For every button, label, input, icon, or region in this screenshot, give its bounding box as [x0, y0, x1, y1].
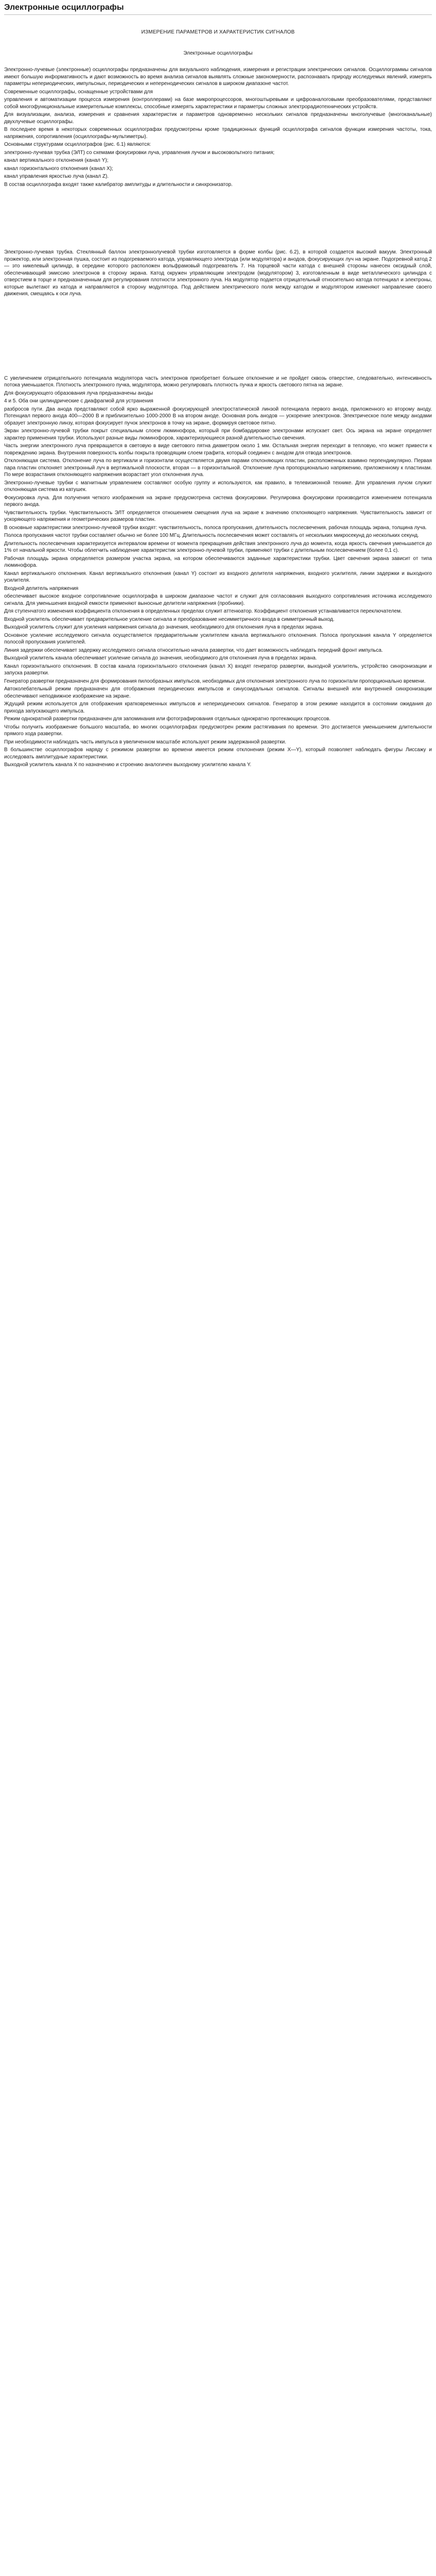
paragraph: Канал вертикального отклонения. Канал вертикального отклонения (канал Y) состоит из входного делителя напряжения, входного усилителя, линии задержки и выходного усилителя.	[4, 570, 432, 583]
paragraph: Канал горизонтального отклонения. В состав канала горизонтального отклонения (канал X) входят генератор развертки, выходной усилитель, устройство синхронизации и запуска развертки.	[4, 663, 432, 676]
paragraph: В последнее время в некоторых современных осциллографах предусмотрены кроме традиционных функций осциллографа сигналов функции измерения частоты, тока, напряжения, сопротивления (осциллографы-мультиметры).	[4, 127, 432, 140]
figure-placeholder	[4, 299, 432, 375]
paragraph: Входной усилитель обеспечивает предварительное усиление сигнала и преобразование несимметричного входа в симметричный выход.	[4, 616, 335, 622]
paragraph: обеспечивает высокое входное сопротивление осциллографа в широком диапазоне частот и служит для согласования выходного сопротивления источника исследуемого сигнала. Для уменьшения входной емкости применяют выносные делители напряжения (пробники).	[4, 594, 432, 606]
paragraph: Выходной усилитель канала X по назначению и строению аналогичен выходному усилителю канала Y.	[4, 762, 252, 768]
paragraph: канал горизонтального отклонения (канал X);	[4, 165, 113, 172]
paragraph: При необходимости наблюдать часть импульса в увеличенном масштабе используют режим задержанной развертки.	[4, 739, 286, 745]
paragraph: В основные характеристики электронно-лучевой трубки входят: чувствительность, полоса пропускания, длительность послесвечения, рабочая площадь экрана, толщина луча.	[4, 524, 427, 531]
text-block-intro	[4, 66, 432, 188]
paragraph: Экран электронно-лучевой трубки покрыт специальным слоем люминофора, который при бомбардировке электронами испускает свет. Ось экрана на экране определяет характер применения трубки. Используют разные виды люминофоров, характеризующиеся разной длительностью свечения.	[4, 428, 432, 441]
paragraph: Режим однократной развертки предназначен для запоминания или фотографирования отдельных однократно протекающих процессов.	[4, 716, 331, 722]
paragraph: В состав осциллографа входят также калибратор амплитуды и длительности и синхронизатор.	[4, 181, 233, 188]
paragraph: Ждущий режим используется для отображения кратковременных импульсов и непериодических сигналов. Генератор в этом режиме находится в состоянии ожидания до прихода запускающего импульса.	[4, 701, 432, 714]
document-subtitle: ИЗМЕРЕНИЕ ПАРАМЕТРОВ И ХАРАКТЕРИСТИК СИГНАЛОВ	[141, 29, 295, 35]
paragraph: Рабочая площадь экрана определяется размером участка экрана, на котором обеспечиваются заданные характеристики трубки. Цвет свечения экрана зависит от типа люминофора.	[4, 555, 432, 568]
section-title: Электронные осциллографы	[183, 50, 253, 56]
paragraph: Для ступенчатого изменения коэффициента отклонения в определенных пределах служит аттенюатор. Коэффициент отклонения устанавливается переключателем.	[4, 608, 402, 614]
paragraph: Для визуализации, анализа, измерения и сравнения характеристик и параметров одновременно нескольких сигналов предназначены многолучевые (многоканальные) двухлучевые осциллографы.	[4, 112, 432, 125]
paragraph: Полоса пропускания частот трубки составляет обычно не более 100 МГц. Длительность послесвечения может составлять от нескольких микросекунд до нескольких секунд.	[4, 533, 419, 538]
paragraph: Основное усиление исследуемого сигнала осуществляется предварительным усилителем канала вертикального отклонения. Полоса пропускания канала Y определяется полосой пропускания усилителей.	[4, 632, 432, 645]
paragraph: канал вертикального отклонения (канал Y);	[4, 158, 109, 163]
paragraph: Электронно-лучевые (электронные) осциллографы предназначены для визуального наблюдения, измерения и регистрации электрических сигналов. Осциллограммы сигналов имеют большую информативность и дают возможность во время анализа сигналов выявлять сложные закономерности, распознавать природу исследуемых явлений, измерять параметры непериодических, импульсных, периодических и неперенодических сигналов в широком диапазоне частот.	[4, 67, 432, 87]
paragraph: В большинстве осциллографов наряду с режимом развертки во времени имеется режим отклонения (режим X—Y), который позволяет наблюдать фигуры Лиссажу и исследовать амплитудные характеристики.	[4, 747, 432, 760]
paragraph: Чтобы получить изображение большого масштаба, во многих осциллографах предусмотрен режим растягивания по времени. Это достигается уменьшением длительности прямого хода развертки.	[4, 724, 432, 737]
paragraph: Линия задержки обеспечивает задержку исследуемого сигнала относительно начала развертки, что дает возможность наблюдать передний фронт импульса.	[4, 647, 383, 653]
paragraph: Отклоняющая система. Отклонение луча по вертикали и горизонтали осуществляется двумя парами отклоняющих пластин, расположенных взаимно перпендикулярно. Первая пара пластин отклоняет электронный луч в вертикальной плоскости, вторая — в горизонтальной. Отклонение луча пропорционально напряжению, приложенному к пластинам. По мере возрастания отклоняющего напряжения возрастает угол отклонения луча.	[4, 458, 432, 478]
paragraph: Автоколебательный режим предназначен для отображения периодических импульсов и синусоидальных сигналов. Сигналы внешней или внутренней синхронизации обеспечивают неподвижное изображение на экране.	[4, 686, 432, 699]
text-block-crt	[4, 249, 432, 298]
paragraph: Основными структурами осциллографов (рис. 6.1) являются:	[4, 142, 151, 147]
paragraph: Современные осциллографы, оснащенные устройствами для	[4, 89, 153, 95]
paragraph: электронно-лучевая трубка (ЭЛТ) со схемами фокусировки луча, управления лучом и высоковольтного питания;	[4, 149, 275, 156]
paragraph: Электронно-лучевые трубки с магнитным управлением составляют особую группу и используются, как правило, в телевизионной технике. Для управления лучом служит отклоняющая система из катушек.	[4, 480, 432, 493]
paragraph: Фокусировка луча. Для получения четкого изображения на экране предусмотрена система фокусировки. Регулировка фокусировки производится изменением потенциала первого анода.	[4, 495, 432, 507]
paragraph: Генератор развертки предназначен для формирования пилообразных импульсов, необходимых для отклонения электронного луча по горизонтали пропорционально времени.	[4, 678, 426, 684]
paragraph: Для фокусирующего образования луча предназначены аноды	[4, 390, 153, 396]
text-block-channels	[4, 375, 432, 769]
paragraph: канал управления яркостью луча (канал Z).	[4, 174, 109, 179]
paragraph: Чувствительность трубки. Чувствительность ЭЛТ определяется отношением смещения луча на экране к значению отклоняющего напряжения. Чувствительность зависит от ускоряющего напряжения и геометрических размеров пластин.	[4, 510, 432, 522]
paragraph: Выходной усилитель служит для усиления напряжения сигнала до значения, необходимого для отклонения луча в пределах экрана.	[4, 624, 323, 630]
paragraph: 4 и 5. Оба они цилиндрические с диафрагмой для устранения	[4, 398, 153, 404]
figure-placeholder	[4, 189, 432, 249]
paragraph: Электронно-лучевая трубка. Стеклянный баллон электроннолучевой трубки изготовляется в форме колбы (рис. 6.2), в которой создается высокий вакуум. Электронный прожектор, или электронная пушка, состоит из подогреваемого катода, управляющего электрода (или модулятора) и анодов, фокусирующих луч на экране. Подогревной катод 2 — это никелевый цилиндр, в середине которого расположен вольфрамовый подогреватель 7. На торцевой части катода с внешней стороны нанесен оксидный слой, обеспечивающий эмиссию электронов в сторону экрана. Катод окружен управляющим электродом (модулятором) 3, изготовленным в виде металлического цилиндра с отверстием в торце и предназначенным для регулирования плотности электронного луча. На модулятор подается отрицательный относительно катода потенциал и электроны, которые вылетают из катода и направляются в сторону модулятора. Под действием электрического поля между катодом и модулятором изменяют направление своего движения, смещаясь к оси луча.	[4, 249, 432, 297]
paragraph: Длительность послесвечения характеризуется интервалом времени от момента прекращения действия электронного луча до момента, когда яркость свечения уменьшается до 1% от начальной яркости. Чтобы облегчить наблюдение характеристик электронно-лучевой трубки, применяют трубки с длительным послесвечением (более 0,1 с).	[4, 540, 432, 553]
paragraph: разбросов пути. Два анода представляют собой ярко выраженной фокусирующей электростатической линзой потенциала первого анода, приложенного ко второму аноду. Потенциал первого анода 400—2000 В и приблизительно 1000-2000 В на втором аноде. Основная роль анодов — ускорение электронов. Электрическое поле между анодами образует электронную линзу, которая фокусирует пучок электронов в точку на экране, формируя световое пятно.	[4, 406, 432, 426]
paragraph: Выходной усилитель канала обеспечивает усиление сигнала до значения, необходимого для отклонения луча в пределах экрана.	[4, 655, 317, 661]
paragraph: С увеличением отрицательного потенциала модулятора часть электронов приобретает большее отклонение и не пройдет сквозь отверстие, следовательно, интенсивность потока уменьшается. Плотность электронного пучка, модулятора, можно регулировать плотность пучка и яркость светового пятна на экране.	[4, 375, 432, 388]
paragraph: Входной делитель напряжения	[4, 585, 79, 591]
paragraph: управления и автоматизации процесса измерения (контроллерами) на базе микропроцессоров, многоштыревыми и цифроаналоговыми преобразователями, представляют собой многофункциональные измерительные комплексы, способные измерять характеристики и параметры сложных электрорадиотехнических устройств.	[4, 97, 432, 110]
paragraph: Часть энергии электронного луча превращается в световую в виде светового пятна диаметром около 1 мм. Остальная энергия переходит в тепловую, что может привести к повреждению экрана. Внутренняя поверхность колбы покрыта проводящим слоем графита, который соединен с анодом для отвода электронов.	[4, 443, 432, 456]
page-title: Электронные осциллографы	[4, 0, 432, 15]
